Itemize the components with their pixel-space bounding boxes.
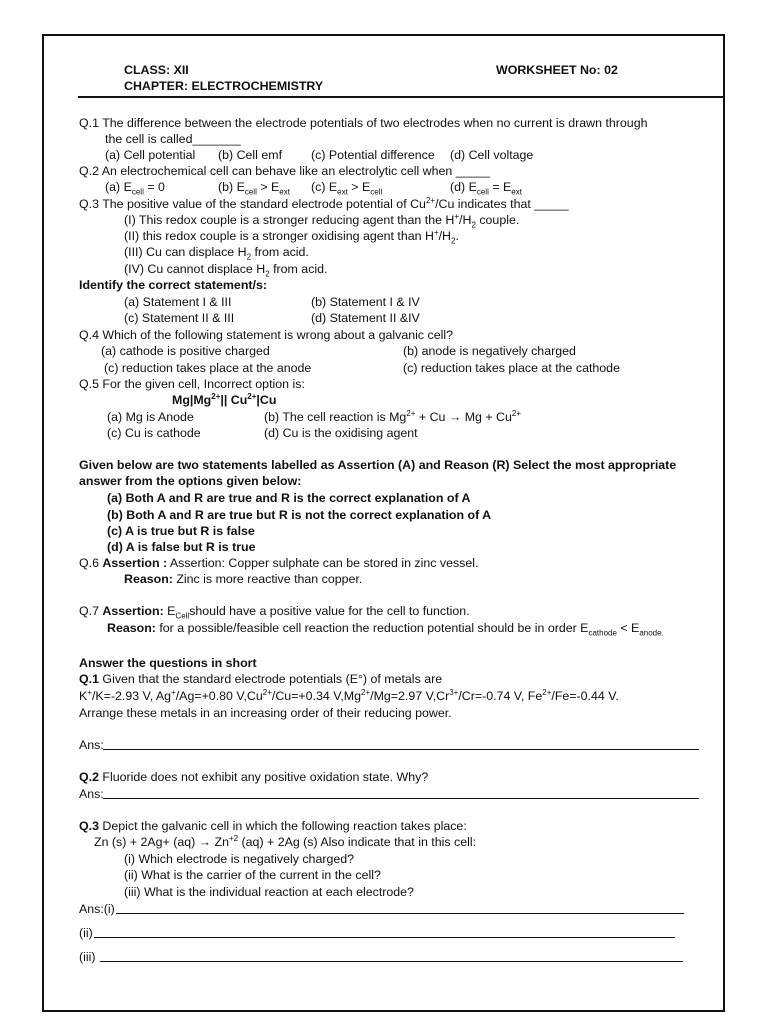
short-q1-answer-line[interactable] xyxy=(103,749,699,750)
short-q3-answer-i-label: Ans:(i) xyxy=(79,902,115,916)
q7-reason: Reason: for a possible/feasible cell reaction the reduction potential should be in order $E_{cathode} < E_{anode.}$ xyxy=(107,621,664,638)
header-rule xyxy=(78,96,724,98)
q5-option-b: (b) The cell reaction is $Mg^{2+} + Cu \to Mg + Cu^{2+}$ xyxy=(264,408,521,424)
q3-statement-3: (III) Cu can displace $H_2$ from acid. xyxy=(124,245,309,262)
short-q1-potentials: K+/K=-2.93 V, Ag+/Ag=+0.80 $V,Cu^{2+}/Cu=+0.34$ $V,Mg^{2+}/Mg=2.97$ $V,Cr^{3+}/Cr=-0.74$ V, $Fe^{2+}/Fe=-0.44$ V. xyxy=(79,687,619,703)
short-q3-text: Q.3 Depict the galvanic cell in which the following reaction takes place: xyxy=(79,819,467,833)
q2-option-a: (a) $E_{cell} = 0$ xyxy=(105,180,165,197)
q2-option-b: (b) $E_{cell} > E_{ext}$ xyxy=(218,180,290,197)
short-q3-answer-iii-line[interactable] xyxy=(100,961,683,962)
short-q3-reaction: Zn $(s) + 2Ag+ (aq) \to Zn^{+2}$ (aq) + 2Ag (s) Also indicate that in this cell: xyxy=(94,833,477,849)
q1-line2: the cell is called_______ xyxy=(105,132,241,146)
q1-option-d: (d) Cell voltage xyxy=(450,148,534,162)
q4-text: Q.4 Which of the following statement is wrong about a galvanic cell? xyxy=(79,328,453,342)
q3-statement-1: (I) This redox couple is a stronger reducing agent than the $H^+/H_2$ couple. xyxy=(124,211,520,230)
q5-text: Q.5 For the given cell, Incorrect option is: xyxy=(79,377,305,391)
q5-cell-notation: $Mg|Mg^{2+}||$ $Cu^{2+}|Cu$ xyxy=(172,391,277,407)
q5-option-a: (a) Mg is Anode xyxy=(107,410,194,424)
q4-option-a: (a) cathode is positive charged xyxy=(101,344,270,358)
q4-option-c2: (c) reduction takes place at the cathode xyxy=(403,361,620,375)
q1-option-a: (a) Cell potential xyxy=(105,148,196,162)
chapter-label: CHAPTER: ELECTROCHEMISTRY xyxy=(124,79,324,93)
q3-identify: Identify the correct statement/s: xyxy=(79,278,267,292)
short-q2-answer-label: Ans: xyxy=(79,787,104,801)
q3-statement-2: (II) this redox couple is a stronger oxidising agent than $H^+/H_2$. xyxy=(124,227,459,246)
q3-option-a: (a) Statement I & III xyxy=(124,295,232,309)
short-q1-arrange: Arrange these metals in an increasing order of their reducing power. xyxy=(79,706,452,720)
q3-option-b: (b) Statement I & IV xyxy=(311,295,420,309)
short-q3-part-i: (i) Which electrode is negatively charged? xyxy=(124,852,355,866)
q1-line1: Q.1 The difference between the electrode potentials of two electrodes when no current is drawn through xyxy=(79,116,648,130)
q4-option-c1: (c) reduction takes place at the anode xyxy=(104,361,312,375)
q1-option-b: (b) Cell emf xyxy=(218,148,283,162)
short-q3-part-iii: (iii) What is the individual reaction at each electrode? xyxy=(124,885,414,899)
ar-intro-line1: Given below are two statements labelled as Assertion (A) and Reason (R) Select the most appropriate xyxy=(79,458,677,472)
short-q1-answer-label: Ans: xyxy=(79,738,104,752)
ar-intro-line2: answer from the options given below: xyxy=(79,474,302,488)
q5-option-d: (d) Cu is the oxidising agent xyxy=(264,426,418,440)
q6-assertion: Q.6 Assertion : Assertion: Copper sulphate can be stored in zinc vessel. xyxy=(79,556,479,570)
worksheet-number: WORKSHEET No: 02 xyxy=(496,63,618,77)
ar-option-b: (b) Both A and R are true but R is not the correct explanation of A xyxy=(107,508,492,522)
short-q3-answer-ii-label: (ii) xyxy=(79,926,93,940)
short-q3-answer-ii-line[interactable] xyxy=(94,937,675,938)
q2-option-d: (d) $E_{cell} = E_{ext}$ xyxy=(450,180,522,197)
q4-option-b: (b) anode is negatively charged xyxy=(403,344,576,358)
short-q3-answer-i-line[interactable] xyxy=(116,913,684,914)
q3-text: Q.3 The positive value of the standard electrode potential of $Cu^{2+}/Cu$ indicates that _____ xyxy=(79,195,569,211)
short-q2-answer-line[interactable] xyxy=(103,798,699,799)
short-q2-text: Q.2 Fluoride does not exhibit any positive oxidation state. Why? xyxy=(79,770,429,784)
ar-option-a: (a) Both A and R are true and R is the correct explanation of A xyxy=(107,491,471,505)
q5-option-c: (c) Cu is cathode xyxy=(107,426,201,440)
short-q1-text: Q.1 Given that the standard electrode potentials (E°) of metals are xyxy=(79,672,443,686)
class-label: CLASS: XII xyxy=(124,63,189,77)
q7-assertion: Q.7 Assertion: $E_{Cell}should$ have a positive value for the cell to function. xyxy=(79,604,470,621)
short-q3-part-ii: (ii) What is the carrier of the current in the cell? xyxy=(124,868,381,882)
q6-reason: Reason: Zinc is more reactive than copper. xyxy=(124,572,363,586)
q3-option-c: (c) Statement II & III xyxy=(124,311,235,325)
q3-statement-4: (IV) Cu cannot displace $H_2$ from acid. xyxy=(124,262,328,279)
ar-option-d: (d) A is false but R is true xyxy=(107,540,256,554)
q1-option-c: (c) Potential difference xyxy=(311,148,435,162)
ar-option-c: (c) A is true but R is false xyxy=(107,524,255,538)
q2-option-c: (c) $E_{ext} > E_{cell}$ xyxy=(311,180,383,197)
short-q3-answer-iii-label: (iii) xyxy=(79,950,96,964)
q3-option-d: (d) Statement II &IV xyxy=(311,311,420,325)
q2-text: Q.2 An electrochemical cell can behave like an electrolytic cell when _____ xyxy=(79,164,491,178)
short-heading: Answer the questions in short xyxy=(79,656,257,670)
